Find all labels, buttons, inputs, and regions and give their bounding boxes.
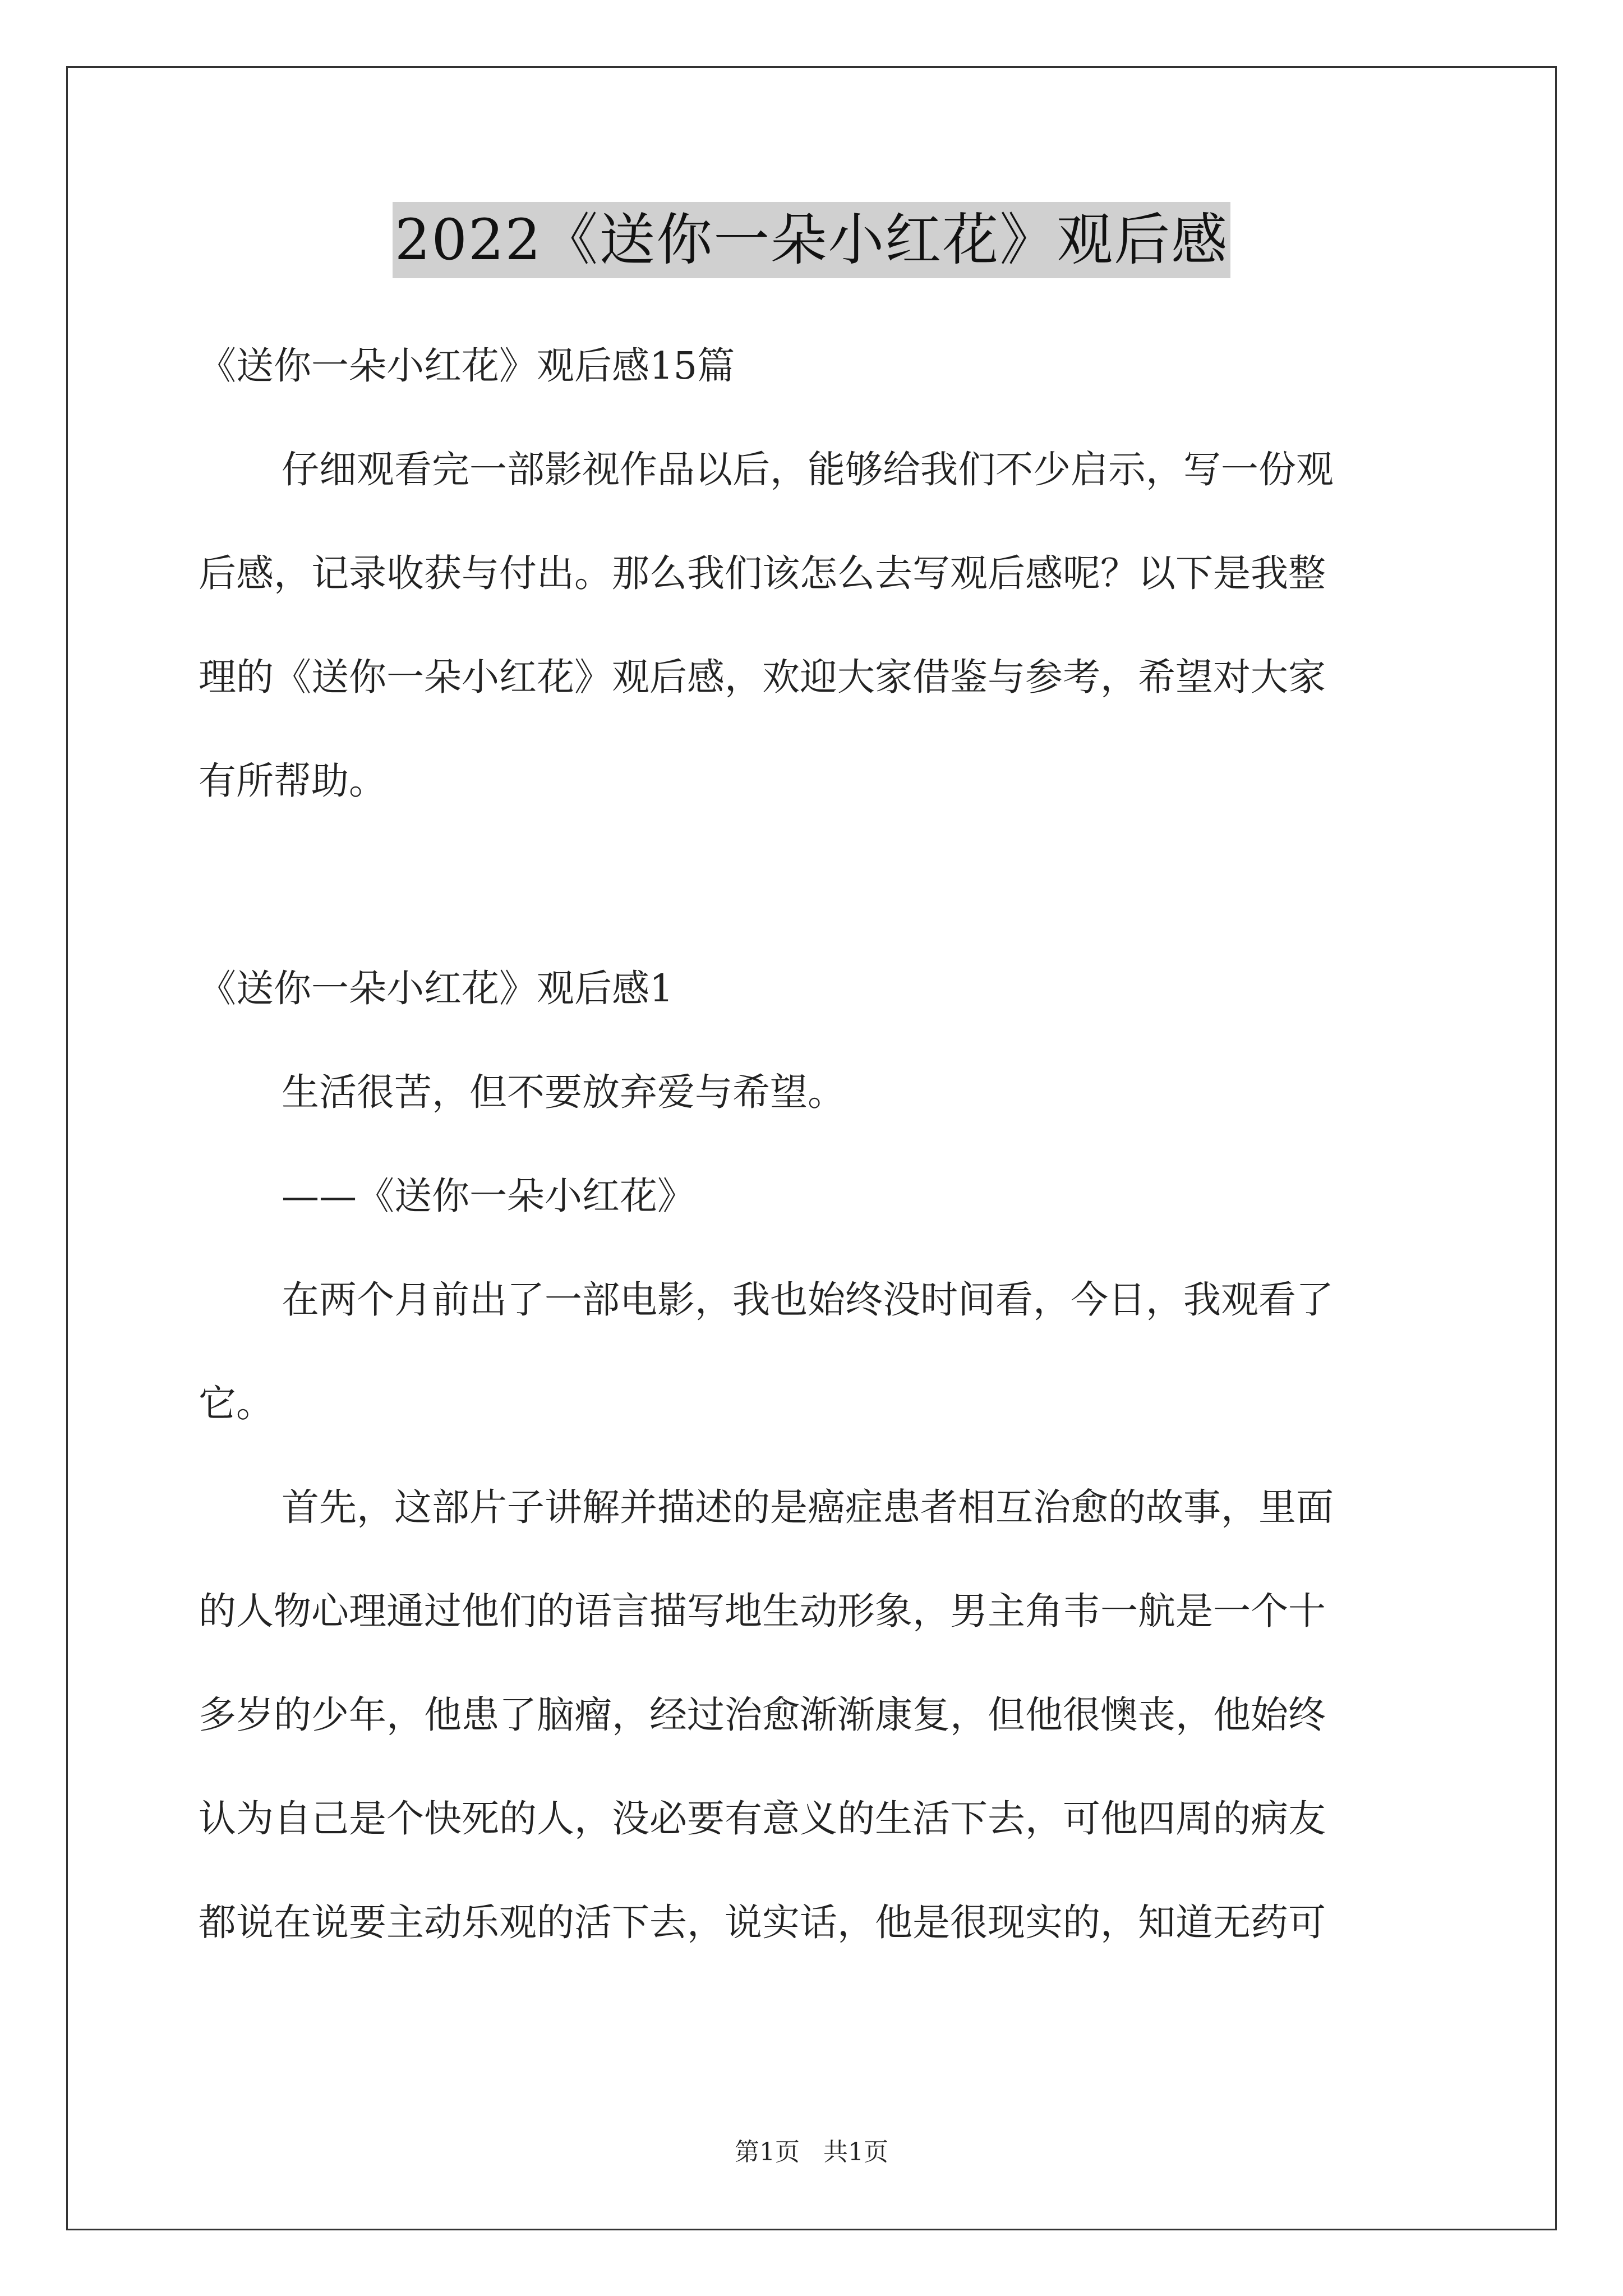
- intro-line: 后感，记录收获与付出。那么我们该怎么去写观后感呢？以下是我整: [199, 551, 1326, 595]
- document-body: [199, 314, 1438, 1975]
- section-heading: 《送你一朵小红花》观后感1: [199, 967, 674, 1010]
- paragraph-line: 的人物心理通过他们的语言描写地生动形象，男主角韦一航是一个十: [199, 1589, 1326, 1633]
- paragraph-line: 在两个月前出了一部电影，我也始终没时间看，今日，我观看了: [282, 1278, 1334, 1322]
- page-number-current: 第1页: [735, 2138, 800, 2166]
- paragraph-line: 首先，这部片子讲解并描述的是癌症患者相互治愈的故事，里面: [282, 1485, 1334, 1529]
- document-title: 2022《送你一朵小红花》观后感: [393, 202, 1231, 278]
- quote-source: ——《送你一朵小红花》: [282, 1174, 695, 1218]
- paragraph-line: 多岁的少年，他患了脑瘤，经过治愈渐渐康复，但他很懊丧，他始终: [199, 1693, 1326, 1737]
- page-number-total: 共1页: [823, 2138, 888, 2166]
- title-container: [0, 202, 1623, 278]
- intro-line: 理的《送你一朵小红花》观后感，欢迎大家借鉴与参考，希望对大家: [199, 655, 1326, 699]
- document-subtitle: 《送你一朵小红花》观后感15篇: [199, 344, 735, 388]
- spacer: [199, 833, 1438, 937]
- intro-line: 有所帮助。: [199, 759, 386, 803]
- quote-text: 生活很苦，但不要放弃爱与希望。: [282, 1070, 845, 1114]
- page-footer: [0, 2132, 1623, 2168]
- intro-line: 仔细观看完一部影视作品以后，能够给我们不少启示，写一份观: [282, 448, 1334, 491]
- paragraph-line: 认为自己是个快死的人，没必要有意义的生活下去，可他四周的病友: [199, 1797, 1326, 1841]
- paragraph-line: 都说在说要主动乐观的活下去，说实话，他是很现实的，知道无药可: [199, 1901, 1326, 1944]
- paragraph-line: 它。: [199, 1382, 274, 1425]
